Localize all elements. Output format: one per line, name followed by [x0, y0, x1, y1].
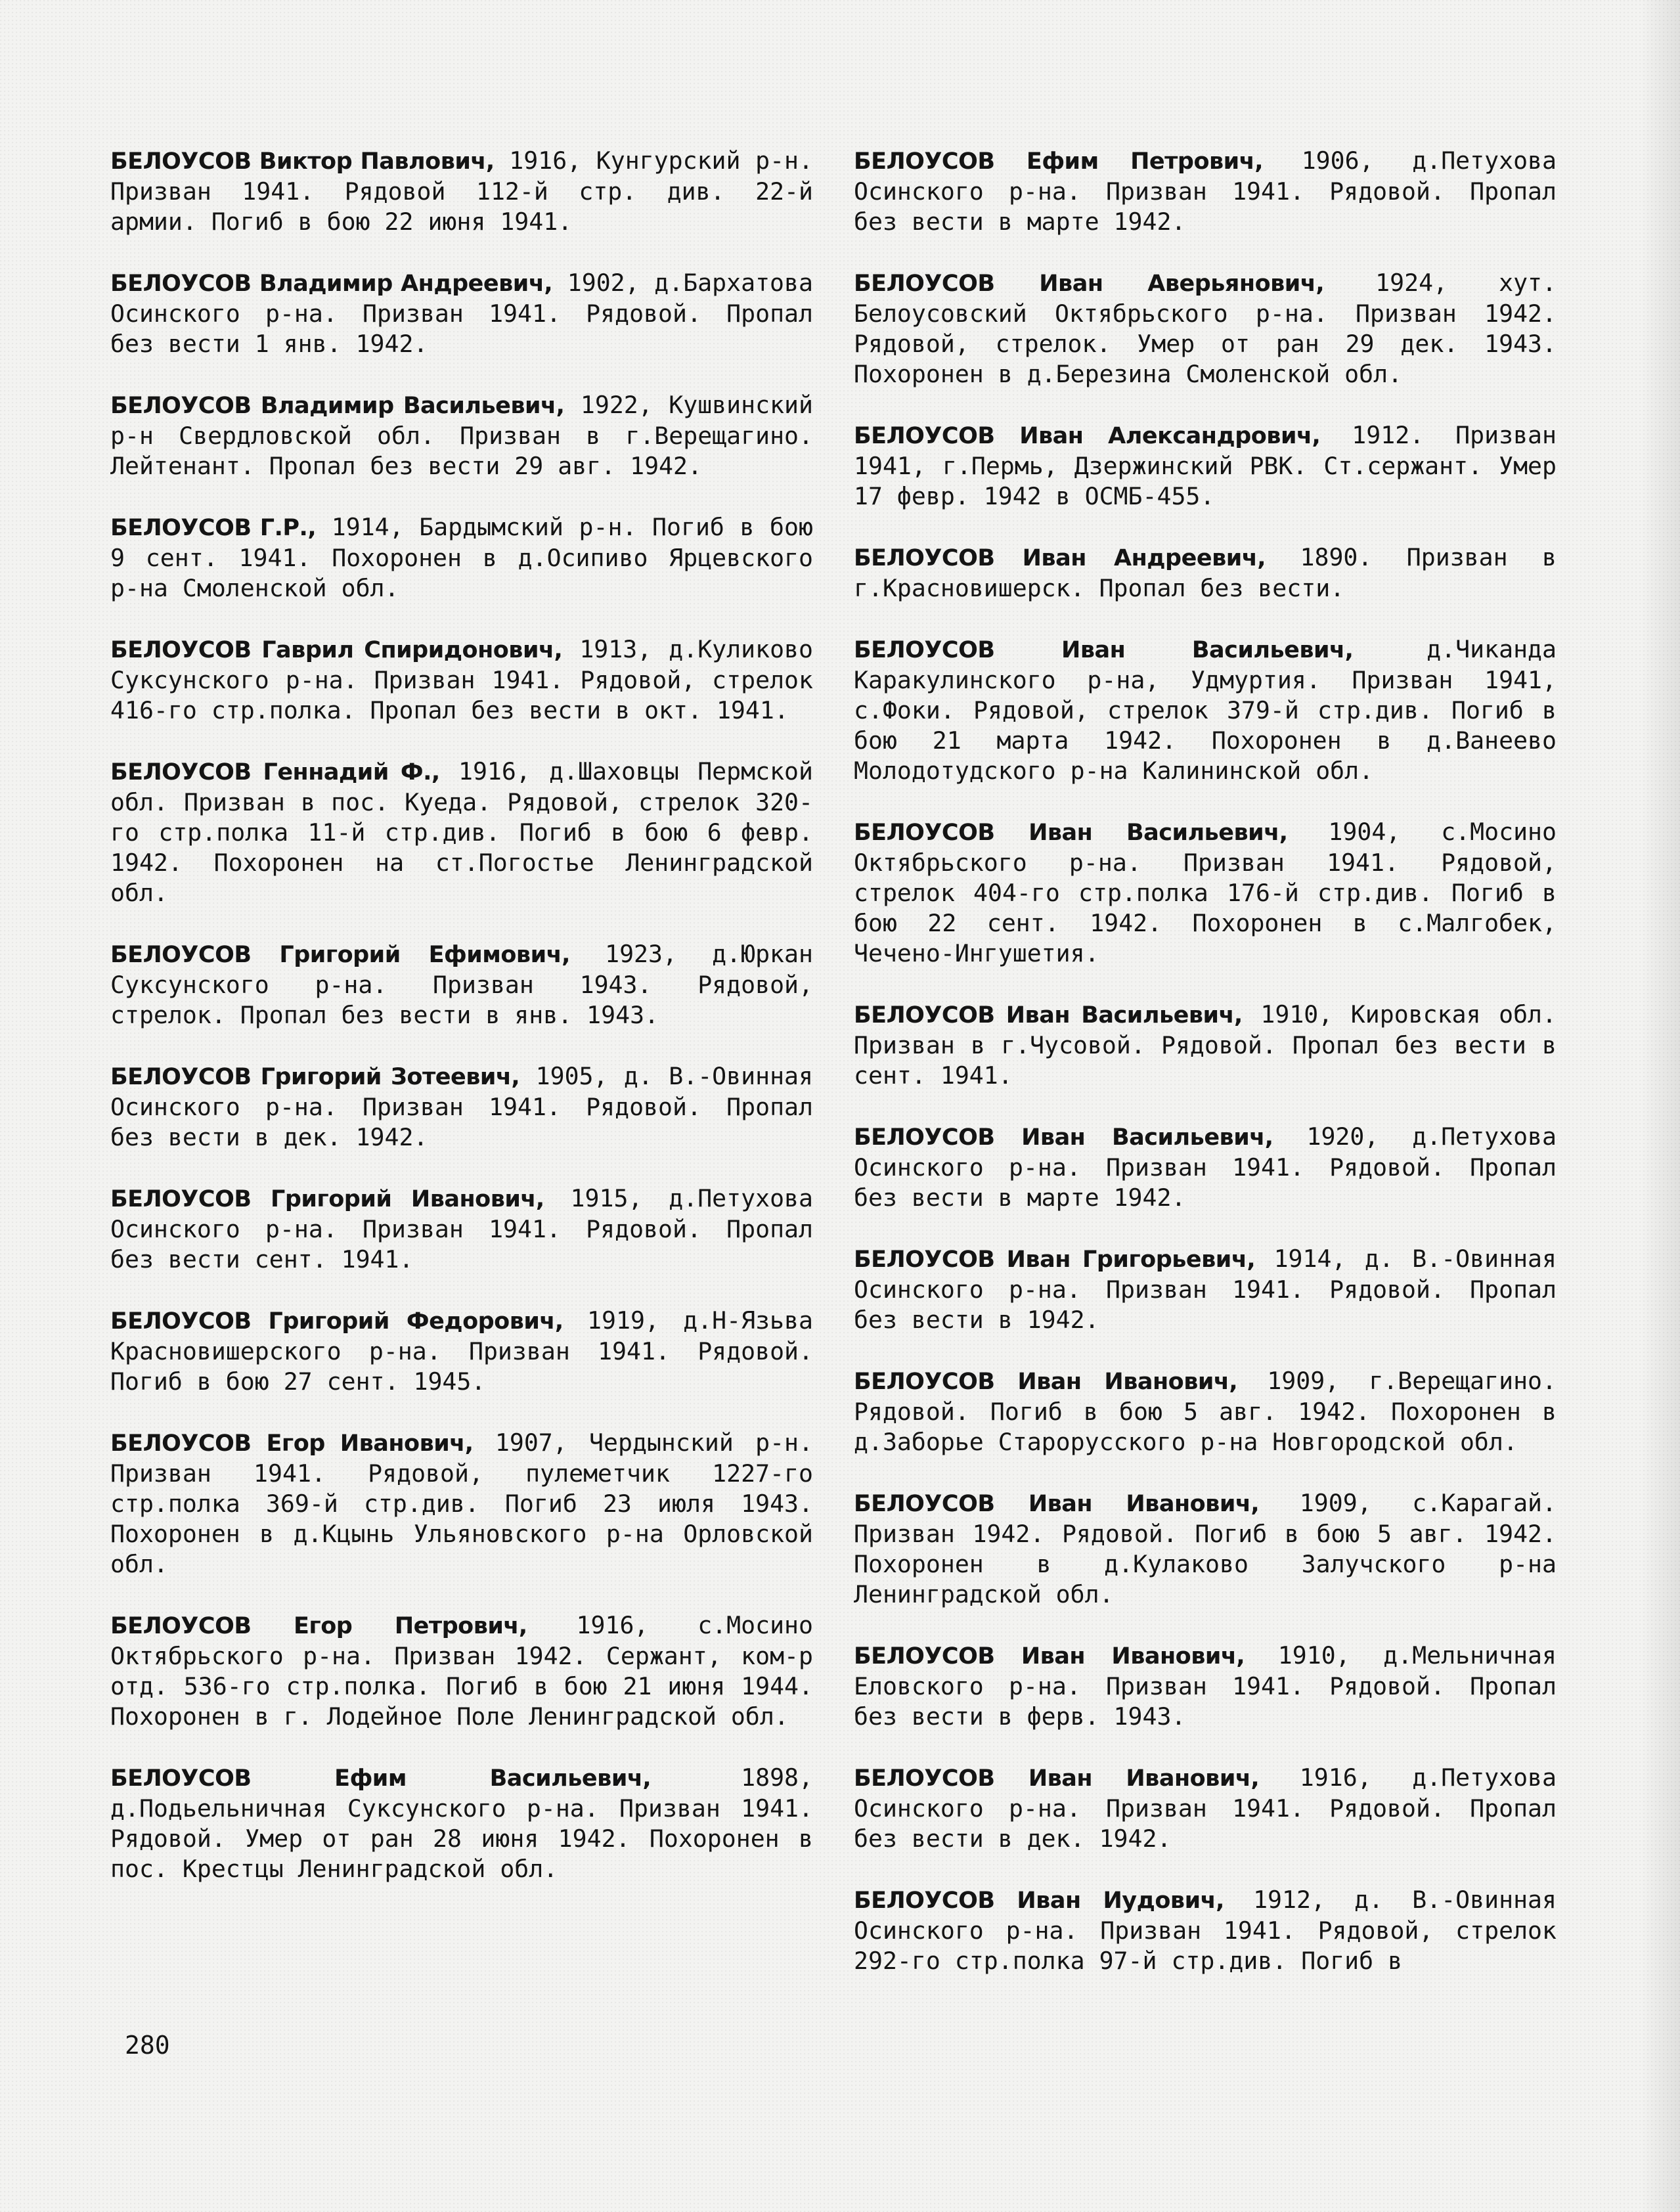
- entry: [854, 1763, 1557, 1854]
- entry: [110, 634, 813, 726]
- entry: [854, 1122, 1557, 1213]
- entry-text: 1916, д.Петухова Осинского р-на. Призван 1941. Рядовой. Пропал без вести в дек. 1942.: [854, 1763, 1557, 1853]
- entry: [854, 1488, 1557, 1610]
- entry-name: БЕЛОУСОВ Иван Иванович,: [854, 1643, 1245, 1670]
- entry-name: БЕЛОУСОВ Иван Андреевич,: [854, 545, 1266, 571]
- entry: [854, 817, 1557, 969]
- entry: [110, 1061, 813, 1153]
- entry-text: 1904, с.Мосино Октябрьского р-на. Призван 1941. Рядовой, стрелок 404-го стр.полка 176-й стр.див. Погиб в бою 22 сент. 1942. Похоронен в с.Малгобек, Чечено-Ингушетия.: [854, 818, 1557, 967]
- right-column: [854, 146, 1557, 2007]
- entry-name: БЕЛОУСОВ Иван Васильевич,: [854, 637, 1354, 663]
- entry-text: 1905, д. В.-Овинная Осинского р-на. Призван 1941. Рядовой. Пропал без вести в дек. 1942.: [110, 1062, 813, 1151]
- entry: [854, 268, 1557, 389]
- entry-name: БЕЛОУСОВ Егор Петрович,: [110, 1613, 527, 1639]
- entry-text: 1920, д.Петухова Осинского р-на. Призван 1941. Рядовой. Пропал без вести в марте 1942.: [854, 1122, 1557, 1212]
- entry-text: 1914, д. В.-Овинная Осинского р-на. Призван 1941. Рядовой. Пропал без вести в 1942.: [854, 1245, 1557, 1334]
- entry-text: 1919, д.Н-Язьва Красновишерского р-на. Призван 1941. Рядовой. Погиб в бою 27 сент. 1945.: [110, 1306, 813, 1396]
- entry: [110, 1428, 813, 1580]
- entry: [110, 1306, 813, 1397]
- entry-text: 1922, Кушвинский р-н Свердловской обл. Призван в г.Верещагино. Лейтенант. Пропал без вести 29 авг. 1942.: [110, 391, 813, 480]
- entry-name: БЕЛОУСОВ Ефим Васильевич,: [110, 1765, 652, 1792]
- entry-name: БЕЛОУСОВ Иван Васильевич,: [854, 1124, 1273, 1151]
- entry-text: 1909, г.Верещагино. Рядовой. Погиб в бою 5 авг. 1942. Похоронен в д.Заборье Старорусского р-на Новгородской обл.: [854, 1367, 1557, 1456]
- entry-name: БЕЛОУСОВ Иван Аверьянович,: [854, 271, 1325, 297]
- entry-text: 1916, с.Мосино Октябрьского р-на. Призван 1942. Сержант, ком-р отд. 536-го стр.полка. Погиб в бою 21 июня 1944. Похоронен в г. Лодейное Поле Ленинградской обл.: [110, 1611, 813, 1731]
- entry-name: БЕЛОУСОВ Гаврил Спиридонович,: [110, 637, 563, 663]
- entry-name: БЕЛОУСОВ Иван Васильевич,: [854, 1002, 1243, 1029]
- entry: [110, 512, 813, 604]
- left-column: [110, 146, 813, 1915]
- page-edge-shadow: [1641, 0, 1680, 2212]
- entry-text: 1890. Призван в г.Красновишерск. Пропал без вести.: [854, 543, 1557, 602]
- entry-text: 1912, д. В.-Овинная Осинского р-на. Призван 1941. Рядовой, стрелок 292-го стр.полка 97-й стр.див. Погиб в: [854, 1886, 1557, 1975]
- entry-name: БЕЛОУСОВ Владимир Васильевич,: [110, 393, 565, 419]
- entry-name: БЕЛОУСОВ Григорий Иванович,: [110, 1186, 544, 1212]
- entry: [110, 390, 813, 481]
- entry-text: 1915, д.Петухова Осинского р-на. Призван 1941. Рядовой. Пропал без вести сент. 1941.: [110, 1184, 813, 1273]
- entry: [110, 1610, 813, 1732]
- entry-text: 1902, д.Бархатова Осинского р-на. Призван 1941. Рядовой. Пропал без вести 1 янв. 1942.: [110, 269, 813, 358]
- entry-name: БЕЛОУСОВ Иван Иудович,: [854, 1888, 1224, 1914]
- entry: [854, 420, 1557, 512]
- entry: [854, 1641, 1557, 1732]
- entry-text: 1924, хут. Белоусовский Октябрьского р-на. Призван 1942. Рядовой, стрелок. Умер от ран 29 дек. 1943. Похоронен в д.Березина Смоленской обл.: [854, 269, 1557, 388]
- entry-name: БЕЛОУСОВ Геннадий Ф.,: [110, 759, 440, 785]
- entry-text: 1906, д.Петухова Осинского р-на. Призван 1941. Рядовой. Пропал без вести в марте 1942.: [854, 146, 1557, 236]
- entry: [854, 1244, 1557, 1335]
- entry-name: БЕЛОУСОВ Виктор Павлович,: [110, 148, 495, 175]
- entry-text: 1913, д.Куликово Суксунского р-на. Призван 1941. Рядовой, стрелок 416-го стр.полка. Пропал без вести в окт. 1941.: [110, 635, 813, 724]
- entry-text: 1907, Чердынский р-н. Призван 1941. Рядовой, пулеметчик 1227-го стр.полка 369-й стр.див. Погиб 23 июля 1943. Похоронен в д.Кцынь Ульяновского р-на Орловской обл.: [110, 1428, 813, 1578]
- entry-name: БЕЛОУСОВ Иван Иванович,: [854, 1491, 1260, 1517]
- entry-text: 1923, д.Юркан Суксунского р-на. Призван 1943. Рядовой, стрелок. Пропал без вести в янв. 1943.: [110, 940, 813, 1029]
- entry-name: БЕЛОУСОВ Иван Иванович,: [854, 1765, 1260, 1792]
- entry: [110, 757, 813, 908]
- entry-name: БЕЛОУСОВ Иван Александрович,: [854, 423, 1321, 449]
- entry: [854, 146, 1557, 237]
- entry-name: БЕЛОУСОВ Иван Иванович,: [854, 1369, 1238, 1395]
- entry: [110, 939, 813, 1030]
- entry-text: 1916, д.Шаховцы Пермской обл. Призван в пос. Куеда. Рядовой, стрелок 320-го стр.полка 11-й стр.див. Погиб в бою 6 февр. 1942. Похоронен на ст.Погостье Ленинградской обл.: [110, 757, 813, 907]
- entry-text: 1909, с.Карагай. Призван 1942. Рядовой. Погиб в бою 5 авг. 1942. Похоронен в д.Кулаково Залучского р-на Ленинградской обл.: [854, 1489, 1557, 1608]
- entry-name: БЕЛОУСОВ Ефим Петрович,: [854, 148, 1263, 175]
- entry: [854, 634, 1557, 786]
- entry-text: 1916, Кунгурский р-н. Призван 1941. Рядовой 112-й стр. див. 22-й армии. Погиб в бою 22 июня 1941.: [110, 146, 813, 236]
- entry-text: 1910, Кировская обл. Призван в г.Чусовой. Рядовой. Пропал без вести в сент. 1941.: [854, 1000, 1557, 1090]
- entry-name: БЕЛОУСОВ Г.Р.,: [110, 515, 317, 541]
- entry: [110, 146, 813, 237]
- entry: [110, 1183, 813, 1275]
- entry: [110, 268, 813, 359]
- entry-text: 1910, д.Мельничная Еловского р-на. Призван 1941. Рядовой. Пропал без вести в ферв. 1943.: [854, 1641, 1557, 1731]
- page-number: 280: [125, 2031, 170, 2060]
- entry-name: БЕЛОУСОВ Григорий Ефимович,: [110, 942, 570, 968]
- entry: [854, 542, 1557, 604]
- entry: [110, 1763, 813, 1884]
- entry-name: БЕЛОУСОВ Иван Григорьевич,: [854, 1247, 1256, 1273]
- entry: [854, 1366, 1557, 1457]
- entry-name: БЕЛОУСОВ Владимир Андреевич,: [110, 271, 553, 297]
- entry: [854, 1885, 1557, 1976]
- entry-text: 1898, д.Подьельничная Суксунского р-на. Призван 1941. Рядовой. Умер от ран 28 июня 1942. Похоронен в пос. Крестцы Ленинградской обл.: [110, 1763, 813, 1883]
- entry: [854, 1000, 1557, 1091]
- entry-name: БЕЛОУСОВ Григорий Федорович,: [110, 1308, 564, 1335]
- entry-text: 1912. Призван 1941, г.Пермь, Дзержинский РВК. Ст.сержант. Умер 17 февр. 1942 в ОСМБ-455.: [854, 421, 1557, 510]
- entry-name: БЕЛОУСОВ Егор Иванович,: [110, 1430, 474, 1457]
- entry-name: БЕЛОУСОВ Иван Васильевич,: [854, 820, 1288, 846]
- entry-text: д.Чиканда Каракулинского р-на, Удмуртия. Призван 1941, с.Фоки. Рядовой, стрелок 379-й стр.див. Погиб в бою 21 марта 1942. Похоронен в д.Ванеево Молодотудского р-на Калининской обл.: [854, 635, 1557, 785]
- entry-name: БЕЛОУСОВ Григорий Зотеевич,: [110, 1064, 520, 1090]
- entry-text: 1914, Бардымский р-н. Погиб в бою 9 сент. 1941. Похоронен в д.Осипиво Ярцевского р-на Смоленской обл.: [110, 513, 813, 602]
